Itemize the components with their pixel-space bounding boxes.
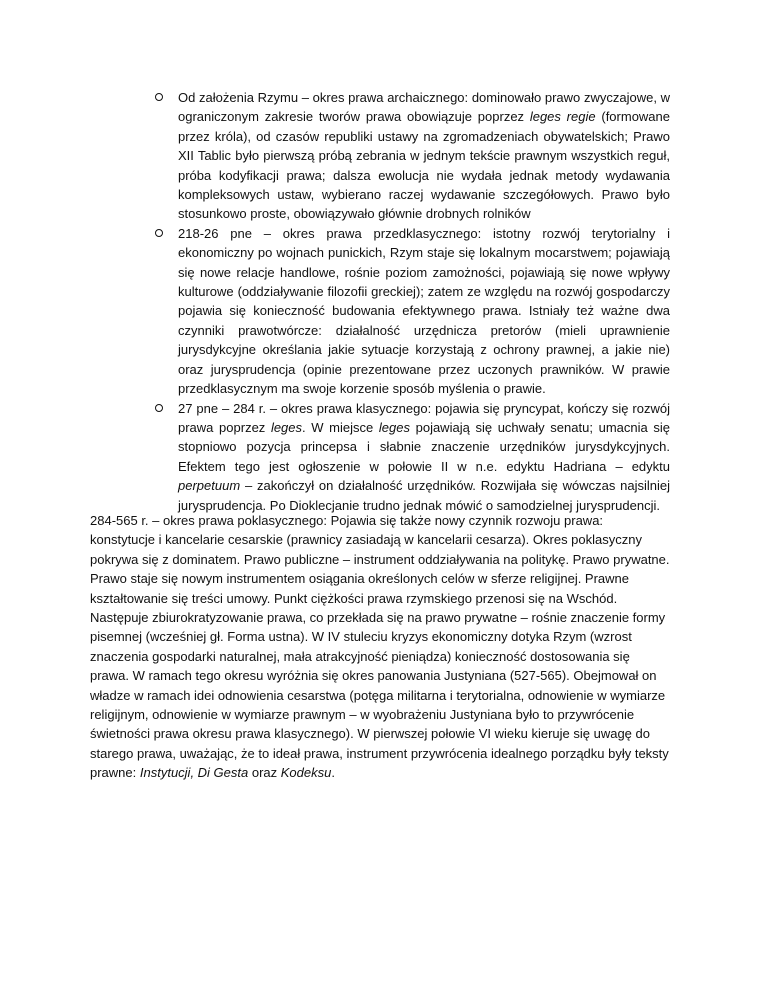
bullet-classical-period — [150, 399, 670, 515]
circle-bullet-icon — [155, 404, 163, 412]
bullet-text: 27 pne – 284 r. – okres prawa klasycznego: pojawia się pryncypat, kończy się rozwój prawa poprzez leges. W miejsce leges pojawiają się uchwały senatu; umacnia się stopniowo pozycja princepsa i słabnie znaczenie urzędników jurysdykcyjnych. Efektem tego jest ogłoszenie w połowie II w n.e. edyktu Hadriana – edyktu perpetuum – zakończył on działalność urzędników. Rozwijała się wówczas najsilniej jurysprudencja. Po Dioklecjanie trudno jednak mówić o samodzielnej jurysprudencji. — [178, 400, 670, 513]
bullet-text: Od założenia Rzymu – okres prawa archaicznego: dominowało prawo zwyczajowe, w ograniczonym zakresie tworów prawa obowiązuje poprzez leges regie (formowane przez króla), od czasów republiki ustawy na zgromadzeniach obywatelskich; Prawo XII Tablic było pierwszą próbą zebrania w jednym tekście prawnym wszystkich reguł, próba kodyfikacji prawa; dalsza ewolucja nie wydała jednak metody wydawania kompleksowych ustaw, wybierano raczej wydawanie szczegółowych. Prawo było stosunkowo proste, obowiązywało głównie drobnych rolników — [178, 90, 670, 222]
circle-bullet-icon — [155, 229, 163, 237]
bullet-preclassical-period — [150, 224, 670, 399]
bullet-archaic-period — [150, 88, 670, 224]
period-bullet-list — [150, 88, 670, 515]
bullet-text: 218-26 pne – okres prawa przedklasycznego: istotny rozwój terytorialny i ekonomiczny po wojnach punickich, Rzym staje się lokalnym mocarstwem; pojawiają się nowe relacje handlowe, rośnie poziom zamożności, pojawiają się nowe wpływy kulturowe (oddziaływanie filozofii greckiej); zatem ze względu na rozwój gospodarczy pojawia się konieczność budowania efektywnego prawa. Istniały też ważne dwa czynniki prawotwórcze: działalność urzędnicza pretorów (mieli uprawnienie jurysdykcyjne określania jakie sytuacje korzystają z ochrony prawnej, a jakie nie) oraz jurysprudencja (opinie prezentowane przez uczonych prawników. W prawie przedklasycznym ma swoje korzenie sposób myślenia o prawie. — [178, 225, 670, 397]
postclassical-paragraph: 284-565 r. – okres prawa poklasycznego: Pojawia się także nowy czynnik rozwoju prawa: konstytucje i kancelarie cesarskie (prawnicy zasiadają w kancelarii cesarza). Okres poklasyczny pokrywa się z dominatem. Prawo publiczne – instrument oddziaływania na politykę. Prawo prywatne. Prawo staje się nowym instrumentem osiągania określonych celów w sferze religijnej. Prawne kształtowanie się treści umowy. Punkt ciężkości prawa rzymskiego przenosi się na Wschód. Następuje zbiurokratyzowanie prawa, co przekłada się na prawo prywatne – rośnie znaczenie formy pisemnej (wcześniej gł. Forma ustna). W IV stuleciu kryzys ekonomiczny dotyka Rzym (wzrost znaczenia gospodarki naturalnej, mała atrakcyjność pieniądza) konieczność dostosowania się prawa. W ramach tego okresu wyróżnia się okres panowania Justyniana (527-565). Obejmował on władze w ramach idei odnowienia cesarstwa (potęga militarna i terytorialna, odnowienie w wymiarze religijnym, odnowienie w wymiarze prawnym – w wyobrażeniu Justyniana było to przywrócenie świetności prawa okresu prawa klasycznego). W pierwszej połowie VI wieku kieruje się uwagę do starego prawa, uważając, że to ideał prawa, instrument przywrócenia idealnego porządku były teksty prawne: Instytucji, Di Gesta oraz Kodeksu. — [90, 513, 670, 781]
circle-bullet-icon — [155, 93, 163, 101]
